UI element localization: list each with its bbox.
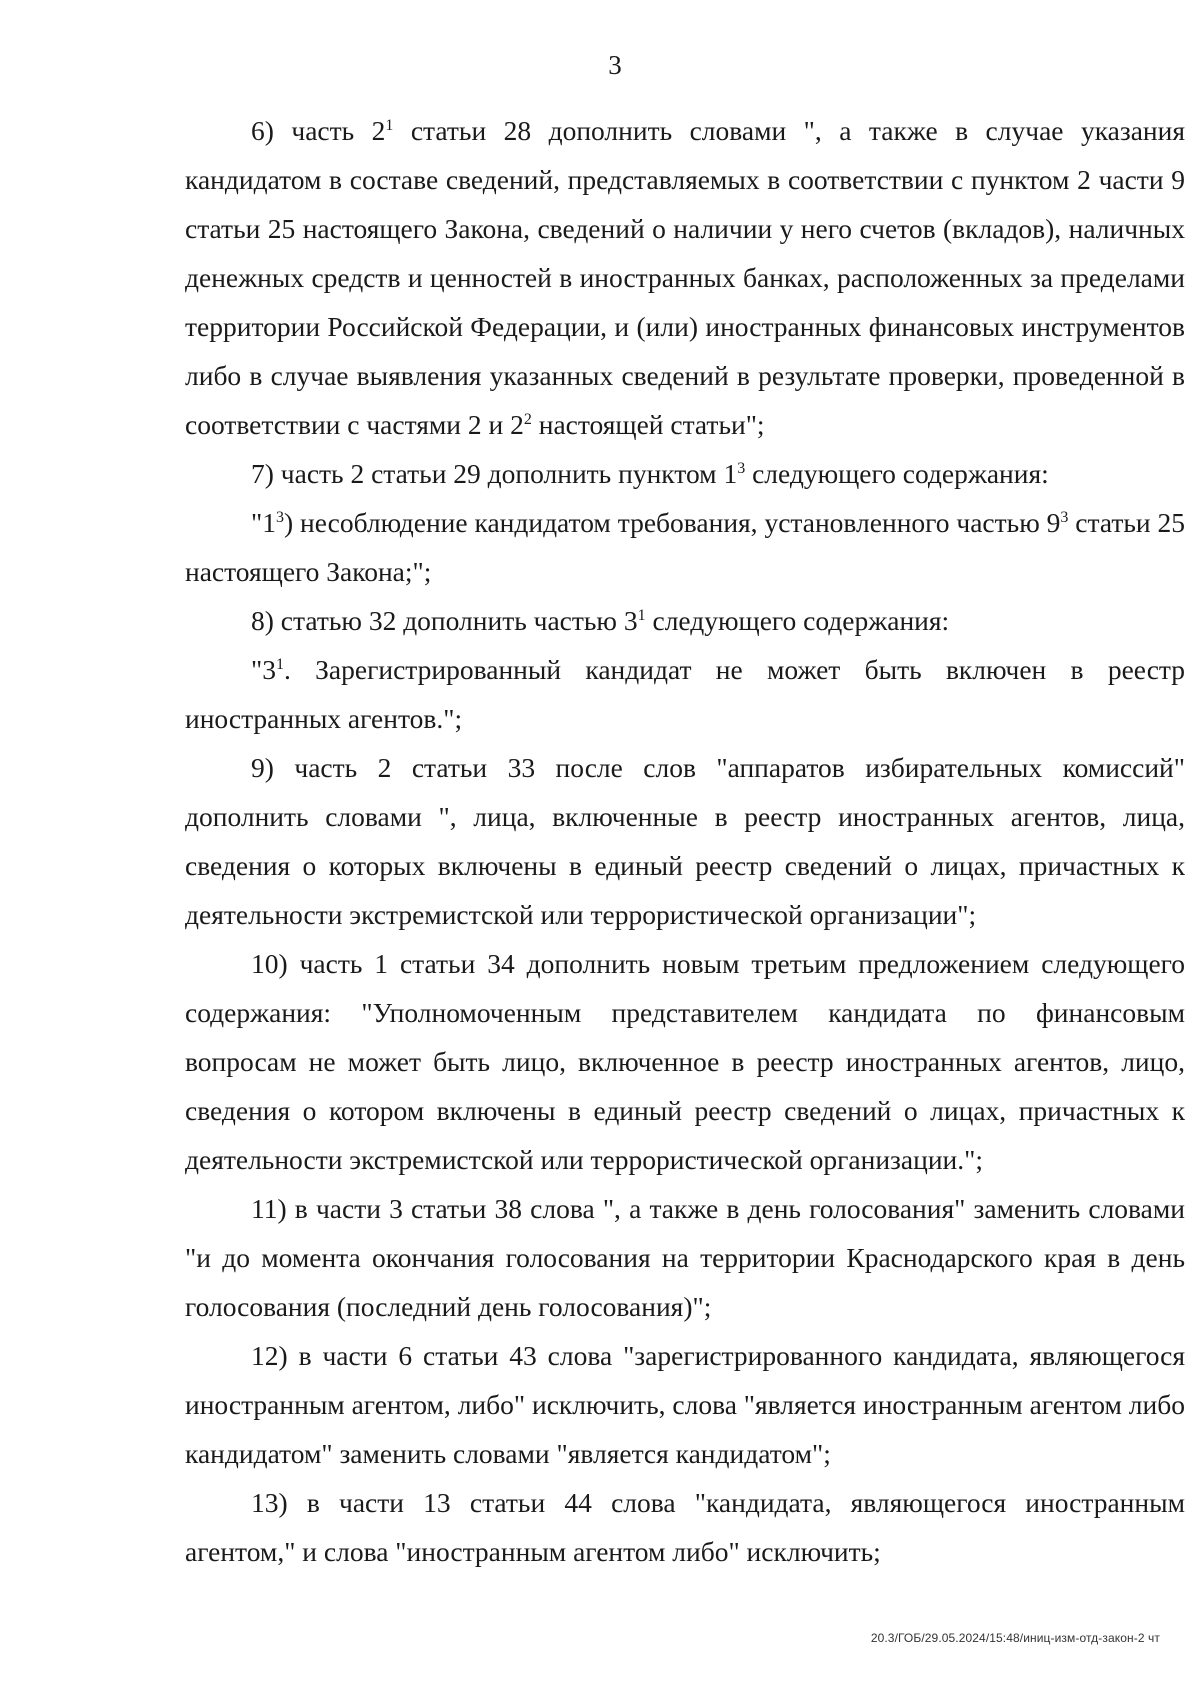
paragraph-item-10: 10) часть 1 статьи 34 дополнить новым третьим предложением следующего содержания: "Уполномоченным представителем кандидата по финансовым вопросам не может быть лицо, включенное в реестр иностранных агентов, лицо, сведения о котором включены в единый реестр сведений о лицах, причастных к деятельности экстремистской или террористической организации."; [185, 948, 1185, 1175]
paragraph-item-9: 9) часть 2 статьи 33 после слов "аппаратов избирательных комиссий" дополнить словами ", лица, включенные в реестр иностранных агентов, лица, сведения о которых включены в единый реестр сведений о лицах, причастных к деятельности экстремистской или террористической организации"; [185, 752, 1185, 930]
paragraph-item-7-text: "$1^3$) несоблюдение кандидатом требования, установленного частью $9^3$ статьи 25 настоящего Закона;"; [185, 507, 1185, 587]
paragraph-item-7: 7) часть 2 статьи 29 дополнить пунктом $1^3$ следующего содержания: [251, 458, 1049, 489]
document-body [185, 106, 1185, 1576]
paragraph-item-8: 8) статью 32 дополнить частью $3^1$ следующего содержания: [251, 605, 950, 636]
paragraph-item-6: 6) часть $2^1$ статьи 28 дополнить словами ", а также в случае указания кандидатом в составе сведений, представляемых в соответствии с пунктом 2 части 9 статьи 25 настоящего Закона, сведений о наличии у него счетов (вкладов), наличных денежных средств и ценностей в иностранных банках, расположенных за пределами территории Российской Федерации, и (или) иностранных финансовых инструментов либо в случае выявления указанных сведений в результате проверки, проведенной в соответствии с частями 2 и $2^2$ настоящей статьи"; [185, 115, 1185, 440]
paragraph-item-8-text: "$3^1$. Зарегистрированный кандидат не может быть включен в реестр иностранных агентов."; [185, 654, 1185, 734]
paragraph-item-12: 12) в части 6 статьи 43 слова "зарегистрированного кандидата, являющегося иностранным агентом, либо" исключить, слова "является иностранным агентом либо кандидатом" заменить словами "является кандидатом"; [185, 1340, 1185, 1469]
document-footer-code: 20.3/ГОБ/29.05.2024/15:48/иниц-изм-отд-закон-2 чт [870, 1631, 1160, 1645]
paragraph-item-13: 13) в части 13 статьи 44 слова "кандидата, являющегося иностранным агентом," и слова "иностранным агентом либо" исключить; [185, 1487, 1185, 1567]
paragraph-item-11: 11) в части 3 статьи 38 слова ", а также в день голосования" заменить словами "и до момента окончания голосования на территории Краснодарского края в день голосования (последний день голосования)"; [185, 1193, 1185, 1322]
page-number: 3 [608, 50, 622, 80]
